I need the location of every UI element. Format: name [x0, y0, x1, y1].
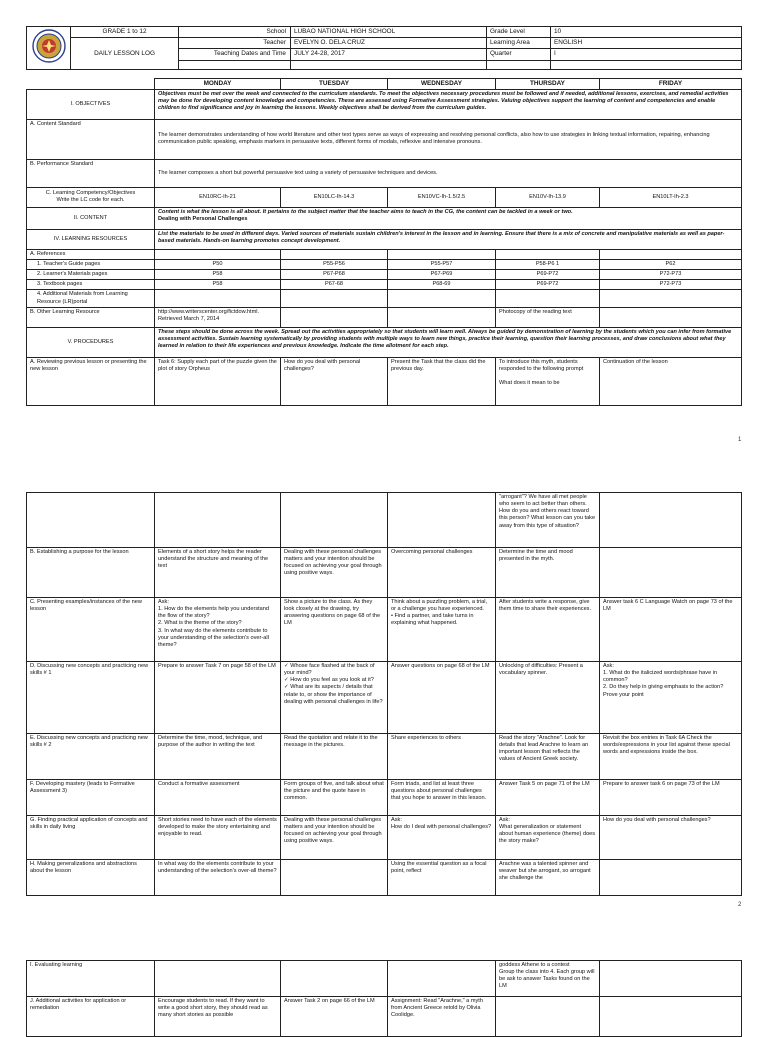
row-b-wednesday: Overcoming personal challenges [388, 548, 496, 598]
competency-title: C. Learning Competency/Objectives [45, 190, 136, 197]
row-a-cont-friday [600, 493, 742, 548]
row-c-monday: Ask: 1. How do the elements help you understand the flow of the story? 2. What is the theme of the story? 3. In what way do the elements contribute to your understanding of the selection's over-all theme? [155, 598, 281, 662]
dates-label: Teaching Dates and Time [179, 49, 291, 60]
row-e-tuesday: Read the quotation and relate it to the message in the pictures. [281, 734, 388, 780]
other-resource-monday: http://www.writerscenter.org/fictdow.html. Retrieved March 7, 2014 [155, 307, 281, 327]
school-label: School [179, 27, 291, 38]
row-c-thursday: After students write a response, give them time to share their experiences. [496, 598, 600, 662]
lesson-table-1 [26, 78, 742, 406]
content-note: Content is what the lesson is all about. It pertains to the subject matter that the teacher aims to teach in the CG, the content can be tackled in a week or two. [158, 208, 573, 215]
lc-code-tuesday: EN10LC-Ih-14.3 [281, 187, 388, 207]
row-a-cont-monday [155, 493, 281, 548]
deped-seal [27, 27, 71, 70]
row-c-label: C. Presenting examples/instances of the new lesson [27, 598, 155, 662]
row-f-tuesday: Form groups of five, and talk about what the picture and the quote have in common. [281, 780, 388, 816]
row-e-friday: Revisit the box entries in Task 6A Check the words/expressions in your list against these special words and expressions inside the box. [600, 734, 742, 780]
row-a-wednesday: Present the Task that the class did the previous day. [388, 357, 496, 405]
quarter-label: Quarter [487, 49, 551, 60]
references-label: A. References [27, 249, 155, 259]
seal-icon [32, 29, 66, 63]
tb-label: 3. Textbook pages [27, 280, 155, 290]
lc-code-monday: EN10RC-Ih-21 [155, 187, 281, 207]
tg-wednesday: P55-P57 [388, 259, 496, 269]
day-tuesday: TUESDAY [281, 78, 388, 89]
performance-standard-text: The learner composes a short but powerful persuasive text using a variety of persuasive techniques and devices. [155, 159, 742, 187]
row-e-wednesday: Share experiences to others [388, 734, 496, 780]
content-text: Dealing with Personal Challenges [158, 215, 248, 222]
tg-monday: P50 [155, 259, 281, 269]
row-a-cont-tuesday [281, 493, 388, 548]
row-g-wednesday: Ask: How do I deal with personal challenges? [388, 816, 496, 860]
lesson-table-2 [26, 492, 742, 896]
row-j-thursday [496, 997, 600, 1037]
row-i-tuesday [281, 961, 388, 997]
row-g-tuesday: Dealing with these personal challenges matters and your intention should be focused on achieving your goal through using positive ways. [281, 816, 388, 860]
row-a-label: A. Reviewing previous lesson or presenting the new lesson [27, 357, 155, 405]
teacher-label: Teacher [179, 38, 291, 49]
tb-thursday: P69-P72 [496, 280, 600, 290]
row-f-monday: Conduct a formative assessment [155, 780, 281, 816]
row-j-tuesday: Answer Task 2 on page 66 of the LM [281, 997, 388, 1037]
row-i-friday [600, 961, 742, 997]
competency-label [27, 187, 155, 207]
row-f-thursday: Answer Task 5 on page 71 of the LM [496, 780, 600, 816]
page-1 [26, 26, 741, 406]
row-a-monday: Task 6: Supply each part of the puzzle given the plot of story Orpheus [155, 357, 281, 405]
row-f-friday: Prepare to answer task 6 on page 73 of the LM [600, 780, 742, 816]
row-a-tuesday: How do you deal with personal challenges? [281, 357, 388, 405]
learning-area-label: Learning Area [487, 38, 551, 49]
row-h-thursday: Arachne was a talented spinner and weaver but she arrogant, so arrogant she challenge the [496, 860, 600, 896]
content-standard-label: A. Content Standard [27, 119, 155, 159]
row-j-friday [600, 997, 742, 1037]
row-h-wednesday: Using the essential question as a focal point, reflect [388, 860, 496, 896]
row-c-tuesday: Show a picture to the class. As they look closely at the drawing, try answering questions on page 68 of the LM [281, 598, 388, 662]
day-friday: FRIDAY [600, 78, 742, 89]
row-d-thursday: Unlocking of difficulties: Present a vocabulary spinner. [496, 662, 600, 734]
teacher-value: EVELYN O. DELA CRUZ [291, 38, 487, 49]
learning-area-value: ENGLISH [551, 38, 742, 49]
row-e-thursday: Read the story "Arachne". Look for details that lead Arachne to learn an important lesson that reflects the values of Ancient Greek society. [496, 734, 600, 780]
procedures-label: V. PROCEDURES [27, 327, 155, 357]
lm-wednesday: P67-P69 [388, 270, 496, 280]
resources-note: List the materials to be used in different days. Varied sources of materials sustain children's interest in the lesson and in learning. Ensure that there is a mix of concrete and manipulative materials as well as paper-based materials. Hands-on learning promotes concept development. [155, 229, 742, 249]
header-table [26, 26, 742, 70]
lm-friday: P72-P73 [600, 270, 742, 280]
row-d-friday: Ask: 1. What do the italicized words/phrase have in common? 2. Do they help in giving emphasis to the action? Prove your point [600, 662, 742, 734]
row-b-monday: Elements of a short story helps the reader understand the structure and meaning of the text [155, 548, 281, 598]
tb-friday: P72-P73 [600, 280, 742, 290]
row-e-monday: Determine the time, mood, technique, and purpose of the author in writing the text [155, 734, 281, 780]
row-a-cont-wednesday [388, 493, 496, 548]
row-i-monday [155, 961, 281, 997]
row-a-cont-label [27, 493, 155, 548]
grade-level-label: Grade Level [487, 27, 551, 38]
page-2 [26, 492, 741, 896]
day-wednesday: WEDNESDAY [388, 78, 496, 89]
lm-tuesday: P67-P68 [281, 270, 388, 280]
day-thursday: THURSDAY [496, 78, 600, 89]
objectives-label: I. OBJECTIVES [27, 89, 155, 119]
competency-sub: Write the LC code for each. [56, 197, 125, 204]
row-a-thursday: To introduce this myth, students responded to the following prompt What does it mean to be [496, 357, 600, 405]
row-g-monday: Short stories need to have each of the elements developed to make the story entertaining and enjoyable to read. [155, 816, 281, 860]
grade-span: GRADE 1 to 12 [71, 27, 179, 38]
page-3 [26, 960, 741, 1037]
day-header-row [27, 78, 742, 89]
row-d-label: D. Discussing new concepts and practicing new skills # 1 [27, 662, 155, 734]
row-b-tuesday: Dealing with these personal challenges matters and your intention should be focused on achieving your goal through using positive ways. [281, 548, 388, 598]
page-number-1: 1 [738, 437, 742, 443]
row-g-label: G. Finding practical application of concepts and skills in daily living [27, 816, 155, 860]
row-j-wednesday: Assignment: Read "Arachne," a myth from Ancient Greece retold by Olivia Coolidge. [388, 997, 496, 1037]
row-i-label: I. Evaluating learning [27, 961, 155, 997]
content-label: II. CONTENT [27, 207, 155, 229]
row-h-monday: In what way do the elements contribute to your understanding of the selection's over-all theme? [155, 860, 281, 896]
tb-wednesday: P68-69 [388, 280, 496, 290]
row-d-wednesday: Answer questions on page 68 of the LM [388, 662, 496, 734]
row-g-friday: How do you deal with personal challenges? [600, 816, 742, 860]
row-b-thursday: Determine the time and mood presented in the myth. [496, 548, 600, 598]
tg-tuesday: P55-P56 [281, 259, 388, 269]
row-h-label: H. Making generalizations and abstractions about the lesson [27, 860, 155, 896]
quarter-value: I [551, 49, 742, 60]
additional-materials-label: 4. Additional Materials from Learning Resource (LR)portal [27, 290, 155, 307]
school-value: LUBAO NATIONAL HIGH SCHOOL [291, 27, 487, 38]
lm-thursday: P69-P72 [496, 270, 600, 280]
row-d-tuesday: ✓ Whose face flashed at the back of your mind? ✓ How do you feel as you look at it? ✓ What are its aspects / details that relate to, or show the importance of dealing with personal challenges in life? [281, 662, 388, 734]
performance-standard-label: B. Performance Standard [27, 159, 155, 187]
procedures-note: These steps should be done across the week. Spread out the activities appropriately so that students will learn well. Always be guided by demonstration of learning by the students which you can infer from formative assessment activities. Sustain learning systematically by providing students with multiple ways to learn new things, practice their learning, question their learning processes, and draw conclusions about what they learned in relation to their life experiences and previous knowledge. Indicate the time allotment for each step. [155, 327, 742, 357]
resources-label: IV. LEARNING RESOURCES [27, 229, 155, 249]
row-f-wednesday: Form triads, and list at least three questions about personal challenges that you hope to answer in this lesson. [388, 780, 496, 816]
row-j-label: J. Additional activities for application or remediation [27, 997, 155, 1037]
row-h-tuesday [281, 860, 388, 896]
row-i-thursday: goddess Athene to a contest Group the class into 4. Each group will be ask to answer Tasks found on the LM [496, 961, 600, 997]
row-h-friday [600, 860, 742, 896]
row-f-label: F. Developing mastery (leads to Formative Assessment 3) [27, 780, 155, 816]
row-d-monday: Prepare to answer Task 7 on page 58 of the LM [155, 662, 281, 734]
day-monday: MONDAY [155, 78, 281, 89]
tb-monday: P58 [155, 280, 281, 290]
tg-label: 1. Teacher's Guide pages [27, 259, 155, 269]
row-g-thursday: Ask: What generalization or statement about human experience (theme) does the story make? [496, 816, 600, 860]
row-a-friday: Continuation of the lesson [600, 357, 742, 405]
tb-tuesday: P67-68 [281, 280, 388, 290]
row-c-wednesday: Think about a puzzling problem, a trial, or a challenge you have experienced. • Find a partner, and take turns in explaining what happened. [388, 598, 496, 662]
dates-value: JULY 24-28, 2017 [291, 49, 487, 60]
other-resource-thursday: Photocopy of the reading text [496, 307, 600, 327]
tg-thursday: P58-P6 1 [496, 259, 600, 269]
lm-label: 2. Learner's Materials pages [27, 270, 155, 280]
row-c-friday: Answer task 6 C Language Watch on page 73 of the LM [600, 598, 742, 662]
lc-code-wednesday: EN10VC-Ih-1.5/2.5 [388, 187, 496, 207]
content-cell [155, 207, 742, 229]
lc-code-thursday: EN10V-Ih-13.9 [496, 187, 600, 207]
row-j-monday: Encourage students to read. If they want to write a good short story, they should read as many short stories as possible [155, 997, 281, 1037]
grade-level-value: 10 [551, 27, 742, 38]
page-number-2: 2 [738, 902, 742, 908]
tg-friday: P62 [600, 259, 742, 269]
lesson-table-3 [26, 960, 742, 1037]
row-b-friday [600, 548, 742, 598]
objectives-note: Objectives must be met over the week and connected to the curriculum standards. To meet the objectives necessary procedures must be followed and if needed, additional lessons, exercises, and remedial activities may be done for developing content knowledge and competencies. These are assessed using Formative Assessment strategies. Valuing objectives support the learning of content and competencies and enable children to find significance and joy in learning the lessons. Weekly objectives shall be derived from the curriculum guides. [155, 89, 742, 119]
lc-code-friday: EN10LT-Ih-2.3 [600, 187, 742, 207]
row-a-cont-thursday: "arrogant"? We have all met people who seem to act better than others. How do you and others react toward this person? What lesson can you take away from this type of situation? [496, 493, 600, 548]
content-standard-text: The learner demonstrates understanding of how world literature and other text types serve as ways of expressing and resolving personal conflicts, also how to use strategies in linking textual information, repairing, enhancing communication public speaking, emphasis markers in persuasive texts, different forms of modals, reflexive and intensive pronouns. [155, 119, 742, 159]
other-resource-label: B. Other Learning Resource [27, 307, 155, 327]
page-title: DAILY LESSON LOG [71, 38, 179, 69]
row-i-wednesday [388, 961, 496, 997]
row-b-label: B. Establishing a purpose for the lesson [27, 548, 155, 598]
row-e-label: E. Discussing new concepts and practicing new skills # 2 [27, 734, 155, 780]
lm-monday: P58 [155, 270, 281, 280]
